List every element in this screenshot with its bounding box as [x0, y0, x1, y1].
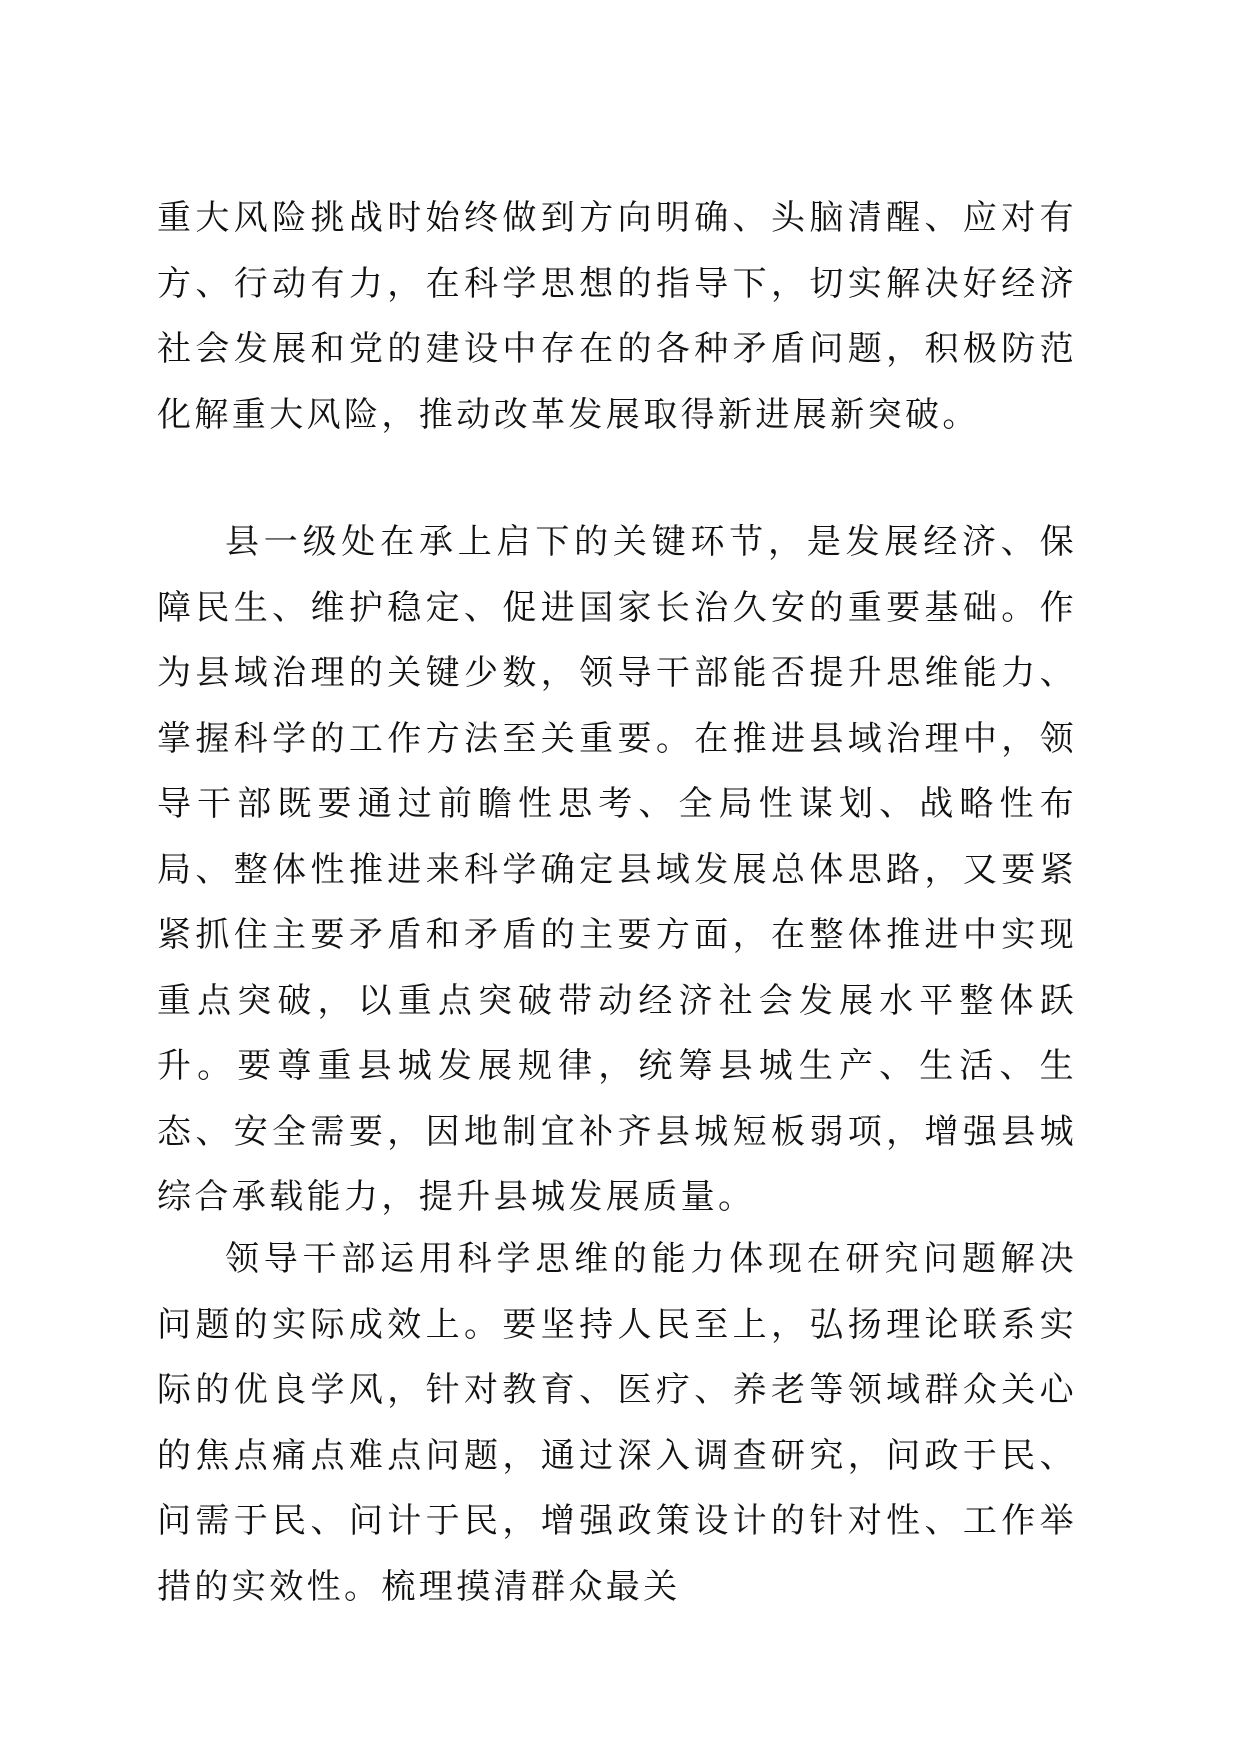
- paragraph-county-governance: 县一级处在承上启下的关键环节，是发展经济、保障民生、维护稳定、促进国家长治久安的重要基础。作为县域治理的关键少数，领导干部能否提升思维能力、掌握科学的工作方法至关重要。在推进县域治理中，领导干部既要通过前瞻性思考、全局性谋划、战略性布局、整体性推进来科学确定县域发展总体思路，又要紧紧抓住主要矛盾和矛盾的主要方面，在整体推进中实现重点突破，以重点突破带动经济社会发展水平整体跃升。要尊重县城发展规律，统筹县城生产、生活、生态、安全需要，因地制宜补齐县城短板弱项，增强县城综合承载能力，提升县城发展质量。: [157, 522, 1077, 1217]
- paragraph-continuation: 重大风险挑战时始终做到方向明确、头脑清醒、应对有方、行动有力，在科学思想的指导下，切实解决好经济社会发展和党的建设中存在的各种矛盾问题，积极防范化解重大风险，推动改革发展取得新进展新突破。: [157, 198, 1077, 435]
- paragraph-scientific-thinking: 领导干部运用科学思维的能力体现在研究问题解决问题的实际成效上。要坚持人民至上，弘扬理论联系实际的优良学风，针对教育、医疗、养老等领域群众关心的焦点痛点难点问题，通过深入调查研究，问政于民、问需于民、问计于民，增强政策设计的针对性、工作举措的实效性。梳理摸清群众最关: [157, 1239, 1077, 1607]
